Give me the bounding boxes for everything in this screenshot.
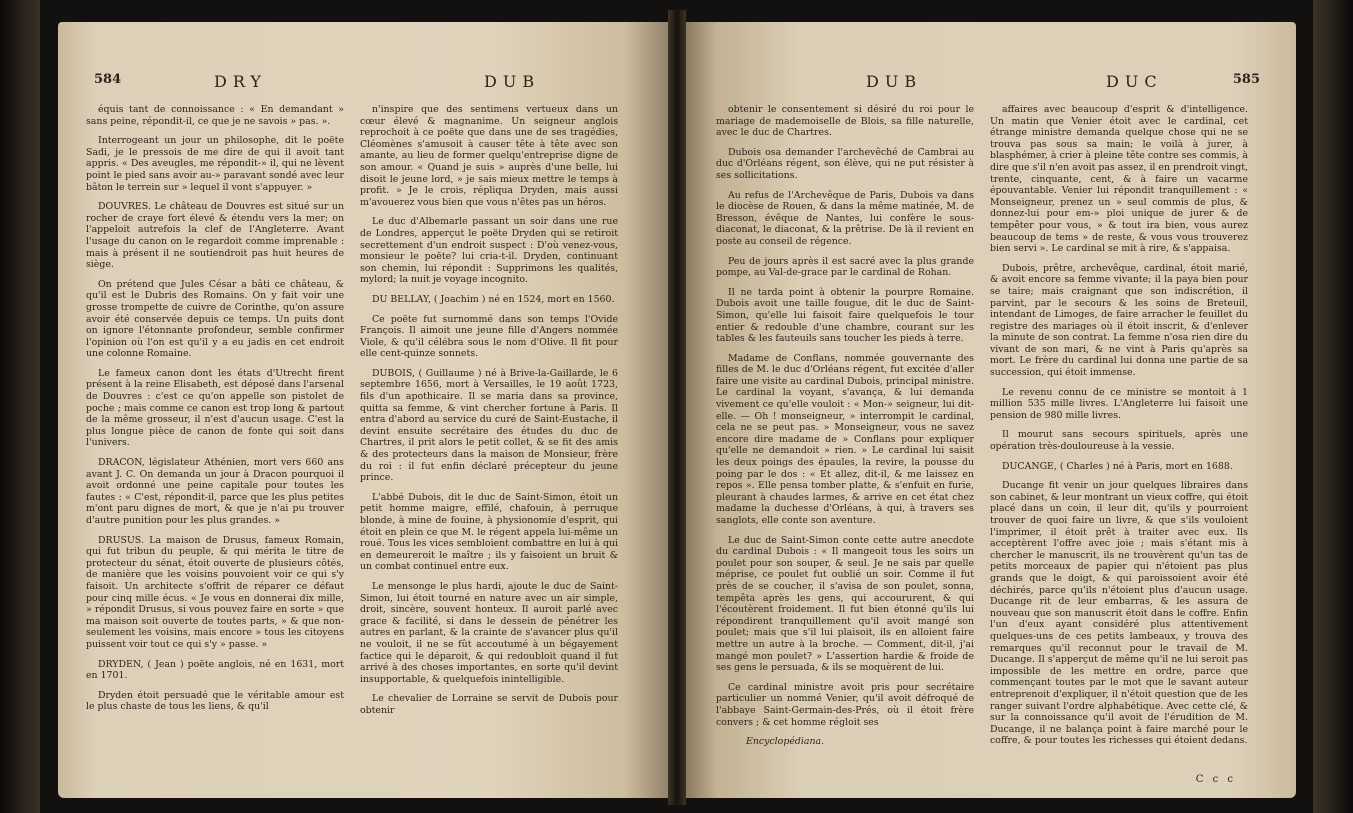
paragraph: affaires avec beaucoup d'esprit & d'intelligence. Un matin que Venier étoit avec le cardinal, cet étrange ministre demanda quelque chose qui ne se trouva pas sous sa main; le voilà à jurer, à blasphémer, à crier à pleine tête contre ses commis, à dire que s'il n'en avoit pas assez, il en prendroit vingt, trente, cinquante, cent, & à faire un vacarme épouvantable. Venier lui répondit tranquillement : « Monseigneur, prenez un » seul commis de plus, & donnez-lui pour em-» ploi unique de jurer & de tempêter pour vous, » & tout ira bien, vous aurez beaucoup de tems » de reste, & vous vous trouverez bien servi ». Le cardinal se mit à rire, & s'appaisa. xyxy=(990,104,1248,255)
paragraph: Au refus de l'Archevêque de Paris, Dubois va dans le diocèse de Rouen, & dans la même matinée, M. de Bresson, évêque de Nantes, lui confère le sous-diaconat, le diaconat, & la prêtrise. De là il revient en poste au conseil de régence. xyxy=(716,189,974,247)
paragraph: DOUVRES. Le château de Douvres est situé sur un rocher de craye fort élevé & étendu vers la mer; on l'appeloit autrefois la clef de l'Angleterre. Avant l'usage du canon on le regardoit comme imprenable : mais à présent il ne soutiendroit pas huit heures de siège. xyxy=(86,201,344,271)
right-page-number: 585 xyxy=(1232,72,1260,87)
right-page-header xyxy=(716,72,1260,98)
paragraph: Le mensonge le plus hardi, ajoute le duc de Saint-Simon, lui étoit tourné en nature avec un air simple, droit, sincère, souvent honteux. Il auroit parlé avec grace & facilité, si dans le dessein de pénétrer les autres en parlant, & la crainte de s'avancer plus qu'il ne vouloit, il ne se fût accoutumé à un bégayement factice qui le déparoit, & qui redoubloit quand il fut arrivé à des choses importantes, en sorte qu'il devint insupportable, & quelquefois inintelligible. xyxy=(360,580,618,685)
paragraph: DRYDEN, ( Jean ) poëte anglois, né en 1631, mort en 1701. xyxy=(86,658,344,682)
paragraph: Le duc de Saint-Simon conte cette autre anecdote du cardinal Dubois : « Il mangeoit tous les soirs un poulet pour son souper, & seul. Je ne sais par quelle méprise, ce poulet fut oublié un soir. Comme il fut près de se coucher, il s'avisa de son poulet, sonna, tempêta après les gens, qui accoururent, & qui l'écoutèrent froidement. Il fut bien étonné qu'ils lui répondirent tranquillement qu'il avoit mangé son poulet; mais que s'il lui plaisoit, ils en alloient faire mettre un autre à la broche. — Comment, dit-il, j'ai mangé mon poulet? » L'assertion hardie & froide de ses gens le persuada, & ils se moquèrent de lui. xyxy=(716,534,974,674)
paragraph: Le chevalier de Lorraine se servit de Dubois pour obtenir xyxy=(360,693,618,716)
left-headword-2: DUB xyxy=(484,72,541,91)
paragraph: obtenir le consentement si désiré du roi pour le mariage de mademoiselle de Blois, sa fille naturelle, avec le duc de Chartres. xyxy=(716,104,974,139)
paragraph: Dubois, prêtre, archevêque, cardinal, étoit marié, & avoit encore sa femme vivante; il la paya bien pour se taire; mais craignant que son indiscrétion, il parvint, par le secours & les soins de Breteuil, intendant de Limoges, de faire arracher le feuillet du registre des mariages où il étoit inscrit, & d'enlever la minute de son contrat. La femme n'osa rien dire du vivant de son mari, & ne vint à Paris qu'après sa mort. Le frère du cardinal lui donna une partie de sa succession, qui étoit immense. xyxy=(990,262,1248,379)
paragraph: Ce poëte fut surnommé dans son temps l'Ovide François. Il aimoit une jeune fille d'Angers nommée Viole, & qu'il célébra sous le nom d'Olive. Il fit pour elle cent-quinze sonnets. xyxy=(360,313,618,360)
left-page-number: 584 xyxy=(94,72,122,87)
paragraph: Interrogeant un jour un philosophe, dit le poëte Sadi, je le pressois de me dire de qui il avoit tant appris. « Des aveugles, me répondit-» il, qui ne lèvent point le pied sans avoir au-» paravant sondé avec leur bâton le terrein sur » lequel il vont s'appuyer. » xyxy=(86,135,344,193)
paragraph: DRUSUS. La maison de Drusus, fameux Romain, qui fut tribun du peuple, & qui mérita le titre de protecteur du sénat, étoit ouverte de plusieurs côtés, de manière que les voisins pouvoient voir ce qui s'y faisoit. Un architecte s'offrit de réparer ce défaut pour cinq mille écus. « Je vous en donnerai dix mille, » répondit Drusus, si vous pouvez faire en sorte » que ma maison soit ouverte de toutes parts, » & que non-seulement les voisins, mais encore » tous les citoyens puissent voir tout ce qui s'y » passe. » xyxy=(86,534,344,650)
right-page-edges xyxy=(1313,0,1353,813)
book-gutter xyxy=(668,10,686,805)
paragraph: DUCANGE, ( Charles ) né à Paris, mort en 1688. xyxy=(1002,460,1233,472)
paragraph: DU BELLAY, ( Joachim ) né en 1524, mort en 1560. xyxy=(372,293,615,305)
paragraph: DRACON, législateur Athénien, mort vers 660 ans avant J. C. On demanda un jour à Dracon pourquoi il avoit ordonné une peine capitale pour toutes les fautes : « C'est, répondit-il, parce que les plus petites m'ont paru dignes de mort, & que je n'ai pu trouver d'autre punition pour les plus grandes. » xyxy=(86,457,344,526)
left-headword-1: DRY xyxy=(214,72,267,91)
paragraph: Madame de Conflans, nommée gouvernante des filles de M. le duc d'Orléans régent, fut excitée d'aller faire une visite au cardinal Dubois, principal ministre. Le cardinal la voyant, s'avança, & lui demanda vivement ce qu'elle vouloit : « Mon-» seigneur, lui dit-elle. — Oh ! monseigneur, » interrompit le cardinal, cela ne se peut pas. » Monseigneur, vous ne savez encore dire madame de » Conflans pour expliquer qu'elle ne demandoit » rien. » Le cardinal lui saisit les deux poings des épaules, la revire, la pousse du poing par le dos : « Et allez, dit-il, & me laissez en repos ». Elle pensa tomber platte, & s'enfuit en furie, pleurant à chaudes larmes, & arrive en cet état chez madame la duchesse d'Orléans, à qui, à travers ses sanglots, elle conte son aventure. xyxy=(716,352,974,526)
paragraph: n'inspire que des sentimens vertueux dans un cœur élevé & magnanime. Un seigneur anglois reprochoit à ce poëte que dans une de ses tragédies, Cléomènes s'amusoit à causer tête à tête avec son amante, au lieu de former quelqu'entreprise digne de son amour. « Quand je suis » auprès d'une belle, lui disoit le jeune lord, » je sais mieux mettre le temps à profit. » Je le crois, répliqua Dryden, mais aussi m'avouerez vous bien que vous n'êtes pas un héros. xyxy=(360,104,618,208)
paragraph: Le duc d'Albemarle passant un soir dans une rue de Londres, apperçut le poëte Dryden qui se retiroit secrettement d'un endroit suspect : D'où venez-vous, monsieur le poëte? lui cria-t-il. Dryden, continuant son chemin, lui répondit : Supprimons les qualités, mylord; la nuit je voyage incognito. xyxy=(360,216,618,286)
paragraph: Peu de jours après il est sacré avec la plus grande pompe, au Val-de-grace par le cardinal de Rohan. xyxy=(716,255,974,279)
left-page-edges xyxy=(0,0,40,813)
paragraph: L'abbé Dubois, dit le duc de Saint-Simon, étoit un petit homme maigre, effilé, chafouin, à perruque blonde, à mine de fouine, à physionomie d'esprit, qui étoit en plein ce que M. le régent appela lui-même un roué. Tous les vices sembloient combattre en lui à qui en demeureroit le maître ; ils y faisoient un bruit & un combat continuel entre eux. xyxy=(360,491,618,573)
paragraph: Ce cardinal ministre avoit pris pour secrétaire particulier un nommé Venier, qu'il avoit défroqué de l'abbaye Saint-Germain-des-Prés, où il étoit frère convers ; & cet homme régloit ses xyxy=(716,681,974,728)
right-headword-2: DUC xyxy=(1106,72,1163,91)
footer-note: Encyclopédiana. xyxy=(746,736,825,748)
right-page xyxy=(680,22,1296,798)
paragraph: équis tant de connoissance : « En demandant » sans peine, répondit-il, ce que je ne savois » pas. ». xyxy=(86,104,344,127)
paragraph: Dubois osa demander l'archevêché de Cambrai au duc d'Orléans régent, son élève, qui ne put résister à ses sollicitations. xyxy=(716,146,974,181)
signature-mark: C c c xyxy=(1195,774,1236,785)
right-page-column-1 xyxy=(716,104,974,774)
paragraph: Le revenu connu de ce ministre se montoit à 1 million 535 mille livres. L'Angleterre lui faisoit une pension de 980 mille livres. xyxy=(990,386,1248,421)
paragraph: DUBOIS, ( Guillaume ) né à Brive-la-Gaillarde, le 6 septembre 1656, mort à Versailles, le 19 août 1723, fils d'un apothicaire. Il se maria dans sa province, quitta sa femme, & vint chercher fortune à Paris. Il entra d'abord au service du curé de Saint-Eustache, il devint ensuite secrétaire des études du duc de Chartres, il prit alors le petit collet, & se fit des amis & des protecteurs dans la maison de Monsieur, frère du roi : il fut enfin déclaré précepteur du jeune prince. xyxy=(360,367,618,484)
paragraph: On prétend que Jules César a bâti ce château, & qu'il est le Dubris des Romains. On y fait voir une grosse trompette de cuivre de Corinthe, qu'on assure avoir été conservée depuis ce temps. Un puits dont on ignore l'étonnante profondeur, semble confirmer l'opinion où l'on est qu'il y a eu jadis en cet endroit une colonne Romaine. xyxy=(86,278,344,360)
paragraph: Ducange fit venir un jour quelques libraires dans son cabinet, & leur montrant un vieux coffre, qui étoit placé dans un coin, il leur dit, qu'ils y pourroient trouver de quoi faire un livre, & que s'ils vouloient l'imprimer, il étoit prêt à traiter avec eux. Ils acceptèrent l'offre avec joie ; mais s'étant mis à chercher le manuscrit, ils ne trouvèrent qu'un tas de petits morceaux de papier qui n'étoient pas plus grands que le doigt, & qui paroissoient avoir été déchirés, parce qu'ils n'étoient plus d'aucun usage. Ducange rit de leur embarras, & les assura de nouveau que son manuscrit étoit dans le coffre. Enfin l'un d'eux ayant considéré plus attentivement quelques-uns de ces petits lambeaux, y trouva des remarques qu'il reconnut pour le travail de M. Ducange. Il s'apperçut de même qu'il ne lui seroit pas impossible de les mettre en ordre, parce que commençant toutes par le mot que le savant auteur entreprenoit d'expliquer, il n'étoit question que de les ranger suivant l'ordre alphabétique. Avec cette clé, & sur la connoissance qu'il avoit de l'érudition de M. Ducange, il ne balança point à faire marché pour le coffre, & pour toutes les richesses qui étoient dedans. xyxy=(990,480,1248,747)
right-page-column-2 xyxy=(990,104,1248,774)
paragraph: Le fameux canon dont les états d'Utrecht firent présent à la reine Elisabeth, est déposé dans l'arsenal de Douvres : c'est ce qu'on appelle son pistolet de poche ; mais comme ce canon est trop long & partout de la même grosseur, il n'est d'aucun usage. C'est la plus longue pièce de canon de fonte qui soit dans l'univers. xyxy=(86,367,344,449)
right-headword-1: DUB xyxy=(866,72,923,91)
left-page xyxy=(58,22,674,798)
left-page-header xyxy=(94,72,638,98)
left-page-column-1 xyxy=(86,104,344,774)
paragraph: Dryden étoit persuadé que le véritable amour est le plus chaste de tous les liens, & qu'il xyxy=(86,689,344,713)
left-page-column-2 xyxy=(360,104,618,774)
paragraph: Il mourut sans secours spirituels, après une opération très-douloureuse à la vessie. xyxy=(990,429,1248,453)
paragraph: Il ne tarda point à obtenir la pourpre Romaine. Dubois avoit une taille fougue, dit le duc de Saint-Simon, qu'elle lui faisoit faire quelquefois le tour entier & redouble d'une chambre, courant sur les tables & les fauteuils sans toucher les pieds à terre. xyxy=(716,286,974,345)
